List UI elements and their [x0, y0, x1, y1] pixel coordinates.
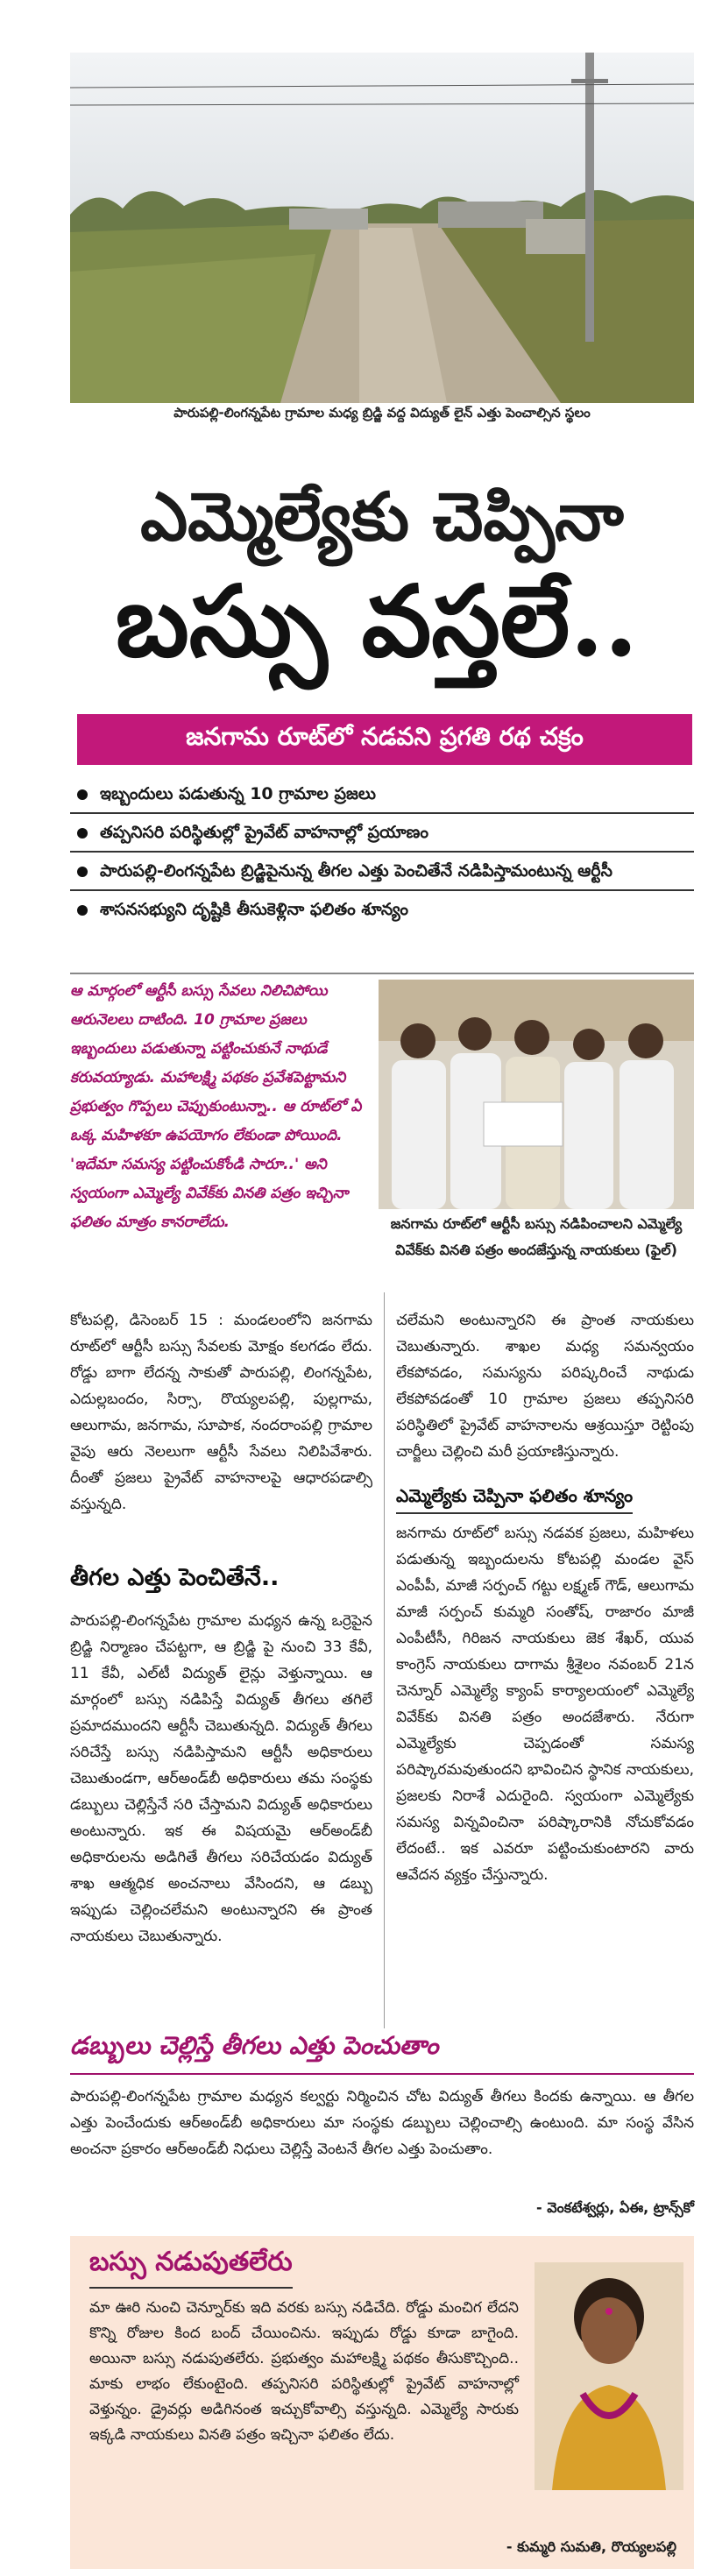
leaders-petition-photo: [379, 980, 694, 1209]
headline-line-2: బస్సు వస్తలే..: [115, 564, 639, 679]
subtitle-banner: జనగామ రూట్‌లో నడవని ప్రగతి రథ చక్రం: [77, 714, 692, 765]
bullet-dot-icon: [77, 828, 88, 839]
bullet-item: [70, 814, 694, 853]
resident-quote-box: [70, 2236, 694, 2569]
section-divider: [70, 973, 694, 974]
body-left-paragraph-2: పారుపల్లి-లింగన్నపేట గ్రామాల మధ్యన ఉన్న ఒర్రెపైన బ్రిడ్జి నిర్మాణం చేపట్టగా, ఆ బ్రిడ్జి పై నుంచి 33 కేవీ, 11 కేవీ, ఎల్‌టీ విద్యుత్ లైన్లు వెళ్తున్నాయి. ఆ మార్గంలో బస్సు నడిపిస్తే విద్యుత్ తీగలు తగిలే ప్రమాదముందని ఆర్టీసీ చెబుతున్నది. విద్యుత్ తీగలు సరిచేస్తే బస్సు నడిపిస్తామని ఆర్టీసీ అధికారులు చెబుతుండగా, ఆర్‌అండ్‌బీ అధికారులు తమ సంస్థకు డబ్బులు చెల్లిస్తేనే సరి చేస్తామని విద్యుత్ అధికారులు అంటున్నారు. ఇక ఈ విషయమై ఆర్‌అండ్‌బీ అధికారులను అడిగితే తీగలు సరిచేయడం విద్యుత్ శాఖ ఆత్మధిక అంచనాలు వేసిందని, ఆ డబ్బు ఇప్పుడు చెల్లించలేమని అంటున్నారని ఈ ప్రాంత నాయకులు చెబుతున్నారు.: [70, 1612, 372, 1945]
body-right-paragraph-1: చలేమని అంటున్నారని ఈ ప్రాంత నాయకులు చెబుతున్నారు. శాఖల మధ్య సమన్వయం లేకపోవడం, సమస్యను పరిష్కరించే నాథుడు లేకపోవడంతో 10 గ్రామాల ప్రజలు తప్పనిసరి పరిస్థితిలో ప్రైవేట్ వాహనాలను ఆశ్రయిస్తూ రెట్టింపు చార్జీలు చెల్లించి మరీ ప్రయాణిస్తున్నారు.: [396, 1312, 694, 1461]
body-left-paragraph-1: కోటపల్లి, డిసెంబర్ 15 : మండలంలోని జనగామ రూట్‌లో ఆర్టీసీ బస్సు సేవలకు మోక్షం కలగడం లేదు. రోడ్డు బాగా లేదన్న సాకుతో పారుపల్లి, లింగన్నపేట, ఎదుల్లబందం, సిర్సా, రొయ్యలపల్లి, పుల్లగామ, ఆలుగామ, జనగామ, సూపాక, నందరాంపల్లి గ్రామాల వైపు ఆరు నెలలుగా ఆర్టీసీ సేవలు నిలిపివేశారు. దీంతో ప్రజలు ప్రైవేట్ వాహనాలపై ఆధారపడాల్సి వస్తున్నది.: [70, 1312, 372, 1513]
bullet-text: శాసనసభ్యుని దృష్టికి తీసుకెళ్లినా ఫలితం శూన్యం: [100, 900, 408, 919]
bullet-item: [70, 891, 694, 928]
leaders-illustration: [379, 980, 694, 1209]
section-divider: [70, 2073, 694, 2075]
intro-paragraph: ఆ మార్గంలో ఆర్టీసీ బస్సు సేవలు నిలిచిపోయి ఆరునెలలు దాటింది. 10 గ్రామాల ప్రజలు ఇబ్బందులు పడుతున్నా పట్టించుకునే నాథుడే కరువయ్యాడు. మహాలక్ష్మి పథకం ప్రవేశపెట్టామని ప్రభుత్వం గొప్పలు చెప్పుకుంటున్నా.. ఆ రూట్‌లో ఏ ఒక్క మహిళకూ ఉపయోగం లేకుండా పోయింది. 'ఇదేమా సమస్య పట్టించుకోండి సారూ..' అని స్వయంగా ఎమ్మెల్యే వివేక్‌కు వినతి పత్రం ఇచ్చినా ఫలితం మాత్రం కానరాలేదు.: [70, 982, 362, 1231]
bullet-dot-icon: [77, 867, 88, 877]
bullet-item: [70, 775, 694, 814]
resident-quote-body: మా ఊరి నుంచి చెన్నూర్‌కు ఇది వరకు బస్సు నడిచేది. రోడ్డు మంచిగ లేదని కొన్ని రోజుల కింద బంద్ చేయించిను. ఇప్పుడు రోడ్డు కూడా బాగైంది. అయినా బస్సు నడుపుతలేరు. ప్రభుత్వం మహాలక్ష్మి పథకం తీసుకొచ్చింది.. మాకు లాభం లేకుంటైంది. తప్పనిసరి పరిస్థితుల్లో ప్రైవేట్ వాహనాల్లో వెళ్తున్నం. డ్రైవర్లు అడిగినంత ఇచ్చుకోవాల్సి వస్తున్నది. ఎమ్మెల్యే సారుకు ఇక్కడి నాయకులు వినతి పత్రం ఇచ్చినా ఫలితం లేదు.: [89, 2299, 519, 2444]
transco-quote-signature: - వెంకటేశ్వర్లు, ఏఈ, ట్రాన్స్‌కో: [536, 2199, 694, 2216]
bullet-dot-icon: [77, 905, 88, 916]
subheading-mla: ఎమ్మెల్యేకు చెప్పినా ఫలితం శూన్యం: [396, 1485, 633, 1514]
portrait-illustration: [535, 2262, 683, 2490]
transco-quote-title: డబ్బులు చెల్లిస్తే తీగలు ఎత్తు పెంచుతాం: [70, 2031, 439, 2060]
photo-caption-right: జనగామ రూట్‌లో ఆర్టీసీ బస్సు నడిపించాలని ఎమ్మెల్యే వివేక్‌కు వినతి పత్రం అందజేస్తున్న నాయకులు (ఫైల్): [390, 1215, 683, 1258]
body-right-paragraph-2: జనగామ రూట్‌లో బస్సు నడవక ప్రజలు, మహిళలు పడుతున్న ఇబ్బందులను కోటపల్లి మండల వైస్ ఎంపీపీ, మాజీ సర్పంచ్ గట్టు లక్ష్మణ్ గౌడ్, ఆలుగామ మాజీ సర్పంచ్ కుమ్మరి సంతోష్, రాజారం మాజీ ఎంపీటీసీ, గిరిజన నాయకులు జెక శేఖర్, యువ కాంగ్రెస్ నాయకులు దాగామ శ్రీశైలం నవంబర్ 21న చెన్నూర్ ఎమ్మెల్యే క్యాంప్ కార్యాలయంలో ఎమ్మెల్యే వివేక్‌కు వినతి పత్రం అందజేశారు. నేరుగా ఎమ్మెల్యేకు చెప్పడంతో సమస్య పరిష్కారమవుతుందని భావించిన స్థానిక నాయకులు, ప్రజలకు నిరాశే ఎదురైంది. స్వయంగా ఎమ్మెల్యేకు సమస్య విన్నవించినా పరిష్కారానికి నోచుకోవడం లేదంటే.. ఇక ఎవరూ పట్టించుకుంటారని వారు ఆవేదన వ్యక్తం చేస్తున్నారు.: [396, 1525, 694, 1884]
transco-quote-body: పారుపల్లి-లింగన్నపేట గ్రామాల మధ్యన కల్వర్టు నిర్మించిన చోట విద్యుత్ తీగలు కిందకు ఉన్నాయి. ఆ తీగల ఎత్తు పెంచేందుకు ఆర్‌అండ్‌బీ అధికారులు మా సంస్థకు డబ్బులు చెల్లించాల్సి ఉంటుంది. మా సంస్థ వేసిన అంచనా ప్రకారం ఆర్‌అండ్‌బీ నిధులు చెల్లిస్తే వెంటనే తీగల ఎత్తు పెంచుతాం.: [70, 2088, 695, 2158]
resident-quote-signature: - కుమ్మరి సుమతి, రొయ్యలపల్లి: [506, 2538, 676, 2555]
bullet-dot-icon: [77, 789, 88, 800]
resident-quote-title: బస్సు నడుపుతలేరు: [89, 2247, 293, 2289]
bullet-text: తప్పనిసరి పరిస్థితుల్లో ప్రైవేట్ వాహనాల్లో ప్రయాణం: [100, 823, 428, 842]
bullet-text: పారుపల్లి-లింగన్నపేట బ్రిడ్జిపైనున్న తీగల ఎత్తు పెంచితేనే నడిపిస్తామంటున్న ఆర్టీసీ: [100, 861, 612, 881]
road-bridge-illustration: [70, 53, 694, 403]
road-bridge-photo: [70, 53, 694, 403]
bullet-item: [70, 853, 694, 891]
highlight-bullets: [70, 775, 694, 928]
bullet-text: ఇబ్బందులు పడుతున్న 10 గ్రామాల ప్రజలు: [100, 784, 376, 803]
headline-line-1: ఎమ్మెల్యేకు చెప్పినా: [140, 478, 624, 556]
resident-portrait: [535, 2262, 683, 2490]
photo-caption: పారుపల్లి-లింగన్నపేట గ్రామాల మధ్య బ్రిడ్జి వద్ద విద్యుత్ లైన్ ఎత్తు పెంచాల్సిన స్థలం: [173, 405, 591, 421]
subheading-wires: తీగల ఎత్తు పెంచితేనే..: [70, 1564, 280, 1591]
column-divider: [384, 1292, 385, 2028]
